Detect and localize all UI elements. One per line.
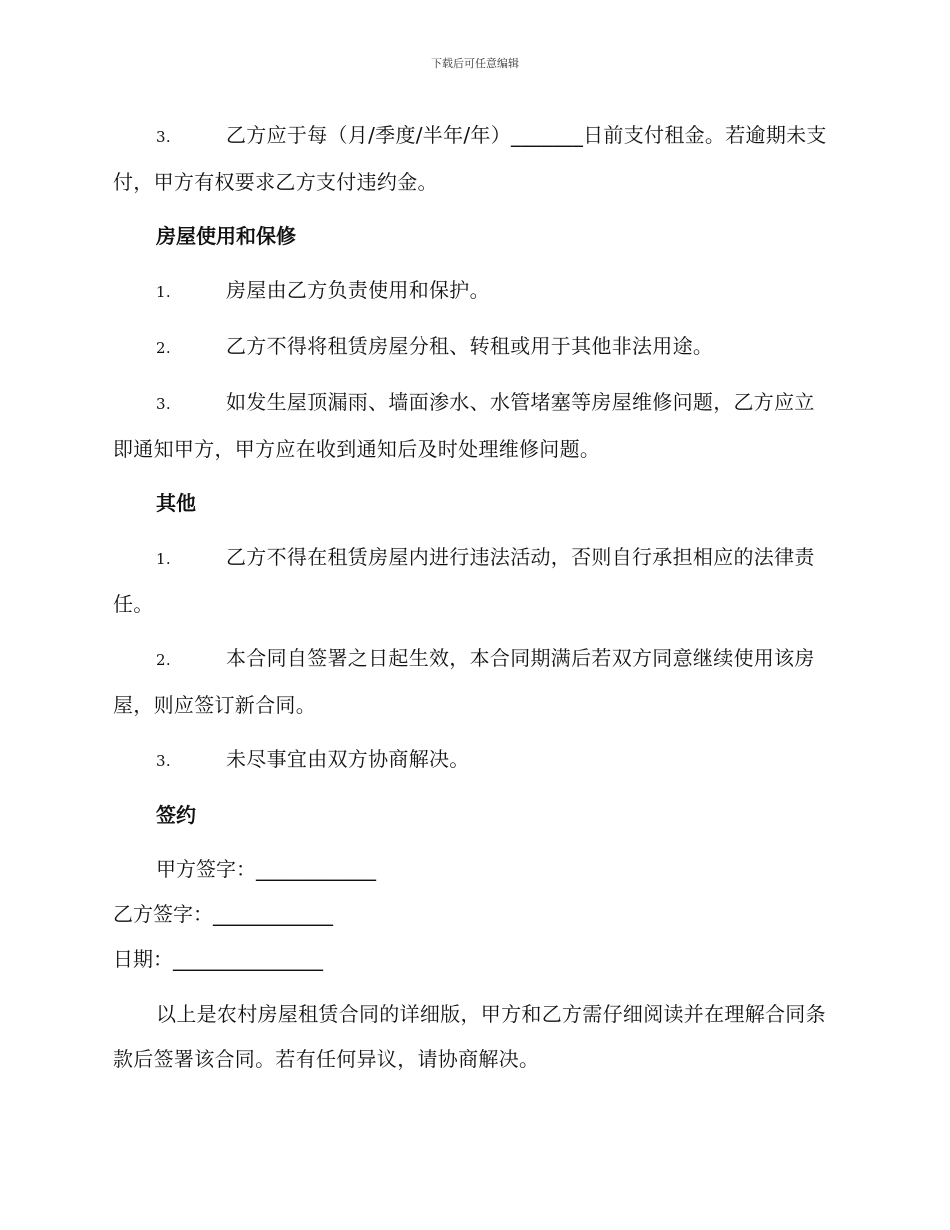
- party-a-signature-line: 甲方签字：____________: [156, 857, 376, 881]
- clause-number: 3.: [156, 752, 171, 770]
- clause-number: 3.: [156, 128, 171, 146]
- rent-clause-3: [113, 113, 833, 205]
- other-clause-3: [113, 737, 833, 784]
- clause-number: 3.: [156, 395, 171, 413]
- document-body: [113, 113, 833, 1091]
- clause-text: 房屋由乙方负责使用和保护。: [226, 278, 490, 302]
- clause-number: 2.: [156, 339, 171, 357]
- clause-text: 乙方应于每（月/季度/半年/年）_______日前支付租金。若逾期未支付，甲方有权要求乙方支付违约金。: [113, 123, 827, 194]
- usage-clause-2: [113, 324, 833, 371]
- clause-text: 如发生屋顶漏雨、墙面渗水、水管堵塞等房屋维修问题，乙方应立即通知甲方，甲方应在收到通知后及时处理维修问题。: [113, 390, 815, 461]
- clause-number: 2.: [156, 651, 171, 669]
- section-heading-signing: 签约: [156, 803, 196, 827]
- clause-text: 本合同自签署之日起生效，本合同期满后若双方同意继续使用该房屋，则应签订新合同。: [113, 646, 815, 717]
- section-heading-usage: 房屋使用和保修: [156, 224, 296, 248]
- clause-text: 乙方不得将租赁房屋分租、转租或用于其他非法用途。: [226, 334, 714, 358]
- date-line: 日期：_______________: [113, 947, 323, 971]
- other-clause-1: [113, 535, 833, 627]
- clause-number: 1.: [156, 283, 171, 301]
- section-heading-other: 其他: [156, 491, 196, 515]
- clause-text: 未尽事宜由双方协商解决。: [226, 747, 470, 771]
- other-clause-2: [113, 636, 833, 728]
- party-b-signature-line: 乙方签字：____________: [113, 902, 333, 926]
- usage-clause-3: [113, 380, 833, 472]
- usage-clause-1: [113, 268, 833, 315]
- clause-number: 1.: [156, 550, 171, 568]
- clause-text: 乙方不得在租赁房屋内进行违法活动，否则自行承担相应的法律责任。: [113, 545, 815, 616]
- page-header: 下载后可任意编辑: [431, 57, 519, 70]
- closing-paragraph: 以上是农村房屋租赁合同的详细版，甲方和乙方需仔细阅读并在理解合同条款后签署该合同。若有任何异议，请协商解决。: [113, 1002, 826, 1071]
